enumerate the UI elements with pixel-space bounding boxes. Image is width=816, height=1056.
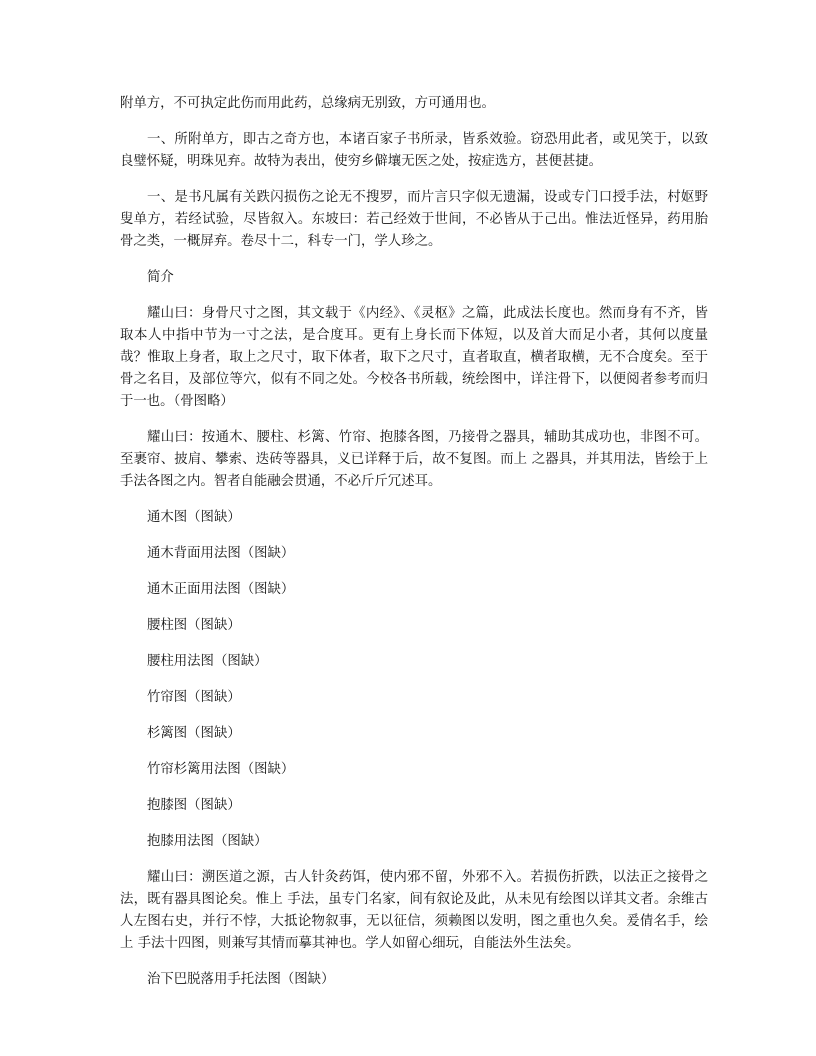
paragraph-book-scope: 一、是书凡属有关跌闪损伤之论无不搜罗，而片言只字似无遗漏，设或专门口授手法，村妪野叟单方，若经试验，尽皆叙入。东坡曰：若己经效于世间，不必皆从于己出。惟法近怪异，药用胎骨之类，一概屏弃。卷尽十二，科专一门，学人珍之。 (120, 190, 708, 249)
paragraph-hand-techniques: 耀山曰：溯医道之源，古人针灸药饵，使内邪不留，外邪不入。若损伤折跌，以法正之接骨之法，既有器具图论矣。惟上 手法，虽专门名家，间有叙论及此，从未见有绘图以详其文者。余维古人左图右史，并行不悖，大抵论物叙事，无以征信，须赖图以发明，图之重也久矣。爰倩名手，绘上 手法十四图，则兼写其情而摹其神也。学人如留心细玩，自能法外生法矣。 (120, 870, 708, 951)
figure-caption-shanli: 杉篱图（图缺） (147, 726, 241, 741)
section-heading-introduction: 简介 (147, 270, 174, 285)
figure-caption-tongmu-front-usage: 通木正面用法图（图缺） (147, 582, 295, 597)
paragraph-single-prescription-note: 附单方，不可执定此伤而用此药，总缘病无别致，方可通用也。 (120, 96, 495, 111)
paragraph-bone-setting-tools: 耀山曰：按通木、腰柱、杉篱、竹帘、抱膝各图，乃接骨之器具，辅助其成功也，非图不可。至裹帘、披肩、攀索、迭砖等器具，义已详释于后，故不复图。而上 之器具，并其用法，皆绘于上 手法各图之内。智者自能融会贯通，不必斤斤冗述耳。 (120, 430, 708, 489)
figure-caption-baoxi: 抱膝图（图缺） (147, 798, 241, 813)
figure-caption-tongmu-back-usage: 通木背面用法图（图缺） (147, 546, 295, 561)
figure-caption-tongmu: 通木图（图缺） (147, 510, 241, 525)
figure-caption-zhulian-shanli-usage: 竹帘杉篱用法图（图缺） (147, 762, 295, 777)
figure-caption-yaozhu-usage: 腰柱用法图（图缺） (147, 654, 268, 669)
figure-caption-baoxi-usage: 抱膝用法图（图缺） (147, 834, 268, 849)
figure-caption-yaozhu: 腰柱图（图缺） (147, 618, 241, 633)
paragraph-attached-prescriptions: 一、所附单方，即古之奇方也，本诸百家子书所录，皆系效验。窃恐用此者，或见笑于，以致良璧怀疑，明珠见弃。故特为表出，使穷乡僻壤无医之处，按症选方，甚便甚捷。 (120, 132, 708, 169)
figure-caption-zhulian: 竹帘图（图缺） (147, 690, 241, 705)
figure-caption-jaw-dislocation: 治下巴脱落用手托法图（图缺） (147, 972, 335, 987)
paragraph-body-measurement: 耀山曰：身骨尺寸之图，其文载于《内经》、《灵枢》之篇，此成法长度也。然而身有不齐，皆取本人中指中节为一寸之法，是合度耳。更有上身长而下体短，以及首大而足小者，其何以度量哉？惟取上身者，取上之尺寸，取下体者，取下之尺寸，直者取直，横者取横，无不合度矣。至于骨之名目，及部位等穴，似有不同之处。今校各书所载，统绘图中，详注骨下，以便阅者参考而归于一也。（骨图略） (120, 306, 708, 409)
